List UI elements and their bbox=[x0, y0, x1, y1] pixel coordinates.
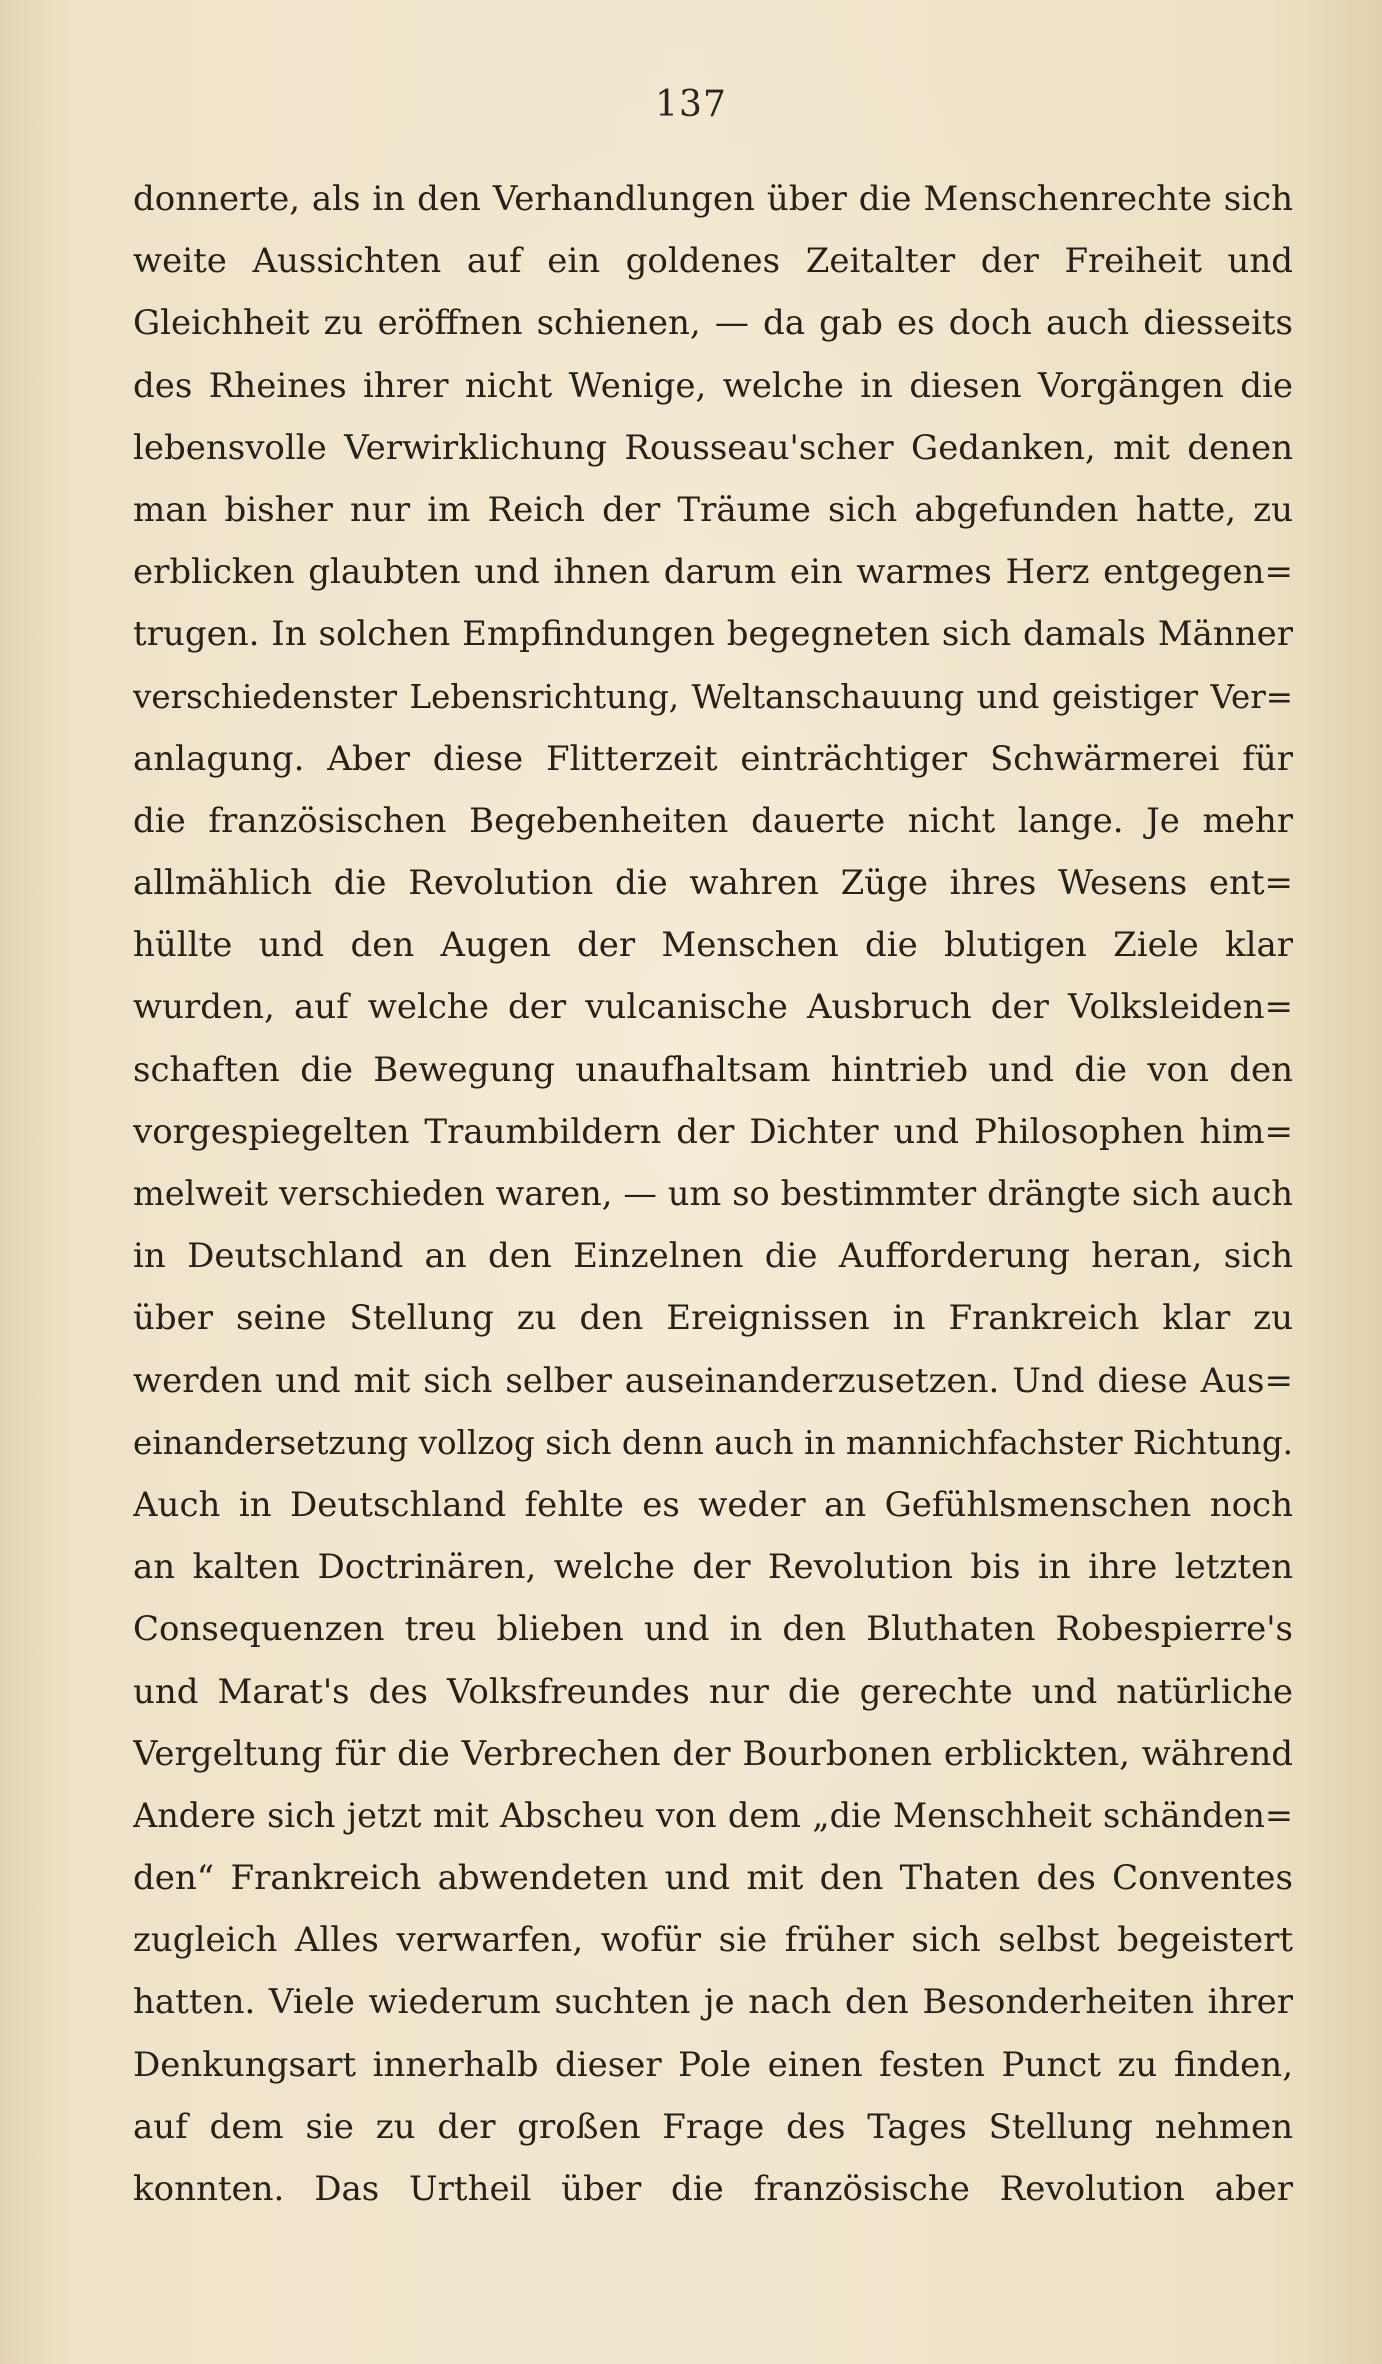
text-line: die französischen Begebenheiten dauerte nicht lange. Je mehr bbox=[133, 800, 1293, 841]
text-line: des Rheines ihrer nicht Wenige, welche in diesen Vorgängen die bbox=[133, 365, 1293, 406]
text-line: Andere sich jetzt mit Abscheu von dem „die Menschheit schänden= bbox=[133, 1795, 1293, 1835]
text-line: in Deutschland an den Einzelnen die Aufforderung heran, sich bbox=[133, 1236, 1293, 1277]
text-line: an kalten Doctrinären, welche der Revolution bis in ihre letzten bbox=[133, 1547, 1293, 1588]
text-line: erblicken glaubten und ihnen darum ein warmes Herz entgegen= bbox=[133, 552, 1293, 593]
text-line: trugen. In solchen Empfindungen begegneten sich damals Männer bbox=[133, 614, 1293, 655]
text-line: weite Aussichten auf ein goldenes Zeitalter der Freiheit und bbox=[133, 241, 1293, 282]
text-line: Gleichheit zu eröffnen schienen, — da gab es doch auch diesseits bbox=[133, 303, 1293, 344]
body-text bbox=[133, 168, 1293, 2220]
text-line: auf dem sie zu der großen Frage des Tages Stellung nehmen bbox=[133, 2106, 1293, 2147]
text-line: Denkungsart innerhalb dieser Pole einen festen Punct zu finden, bbox=[133, 2044, 1293, 2085]
text-line: über seine Stellung zu den Ereignissen in Frankreich klar zu bbox=[133, 1298, 1293, 1339]
text-line: lebensvolle Verwirklichung Rousseau'scher Gedanken, mit denen bbox=[133, 427, 1293, 468]
text-line: hatten. Viele wiederum suchten je nach den Besonderheiten ihrer bbox=[133, 1982, 1293, 2023]
text-line: anlagung. Aber diese Flitterzeit einträchtiger Schwärmerei für bbox=[133, 738, 1293, 779]
text-line: schaften die Bewegung unaufhaltsam hintrieb und die von den bbox=[133, 1049, 1293, 1090]
text-line: melweit verschieden waren, — um so bestimmter drängte sich auch bbox=[133, 1174, 1293, 1213]
text-line: donnerte, als in den Verhandlungen über die Menschenrechte sich bbox=[133, 179, 1293, 219]
text-line: vorgespiegelten Traumbildern der Dichter und Philosophen him= bbox=[133, 1111, 1293, 1152]
text-line: Consequenzen treu blieben und in den Bluthaten Robespierre's bbox=[133, 1609, 1293, 1650]
text-line: zugleich Alles verwarfen, wofür sie früher sich selbst begeistert bbox=[133, 1920, 1293, 1961]
text-line: konnten. Das Urtheil über die französische Revolution aber bbox=[133, 2169, 1293, 2209]
text-line: den“ Frankreich abwendeten und mit den Thaten des Conventes bbox=[133, 1858, 1293, 1899]
text-line: Auch in Deutschland fehlte es weder an Gefühlsmenschen noch bbox=[133, 1484, 1293, 1525]
text-line: und Marat's des Volksfreundes nur die gerechte und natürliche bbox=[133, 1671, 1293, 1712]
text-line: werden und mit sich selber auseinanderzusetzen. Und diese Aus= bbox=[133, 1360, 1293, 1401]
text-line: hüllte und den Augen der Menschen die blutigen Ziele klar bbox=[133, 925, 1293, 966]
page-number: 137 bbox=[655, 84, 727, 125]
text-line: wurden, auf welche der vulcanische Ausbruch der Volksleiden= bbox=[133, 987, 1293, 1028]
text-line: man bisher nur im Reich der Träume sich abgefunden hatte, zu bbox=[133, 489, 1293, 530]
text-line: allmählich die Revolution die wahren Züge ihres Wesens ent= bbox=[133, 863, 1293, 904]
text-line: einandersetzung vollzog sich denn auch in mannichfachster Richtung. bbox=[133, 1423, 1293, 1462]
text-line: Vergeltung für die Verbrechen der Bourbonen erblickten, während bbox=[133, 1733, 1293, 1774]
text-line: verschiedenster Lebensrichtung, Weltanschauung und geistiger Ver= bbox=[133, 677, 1293, 716]
